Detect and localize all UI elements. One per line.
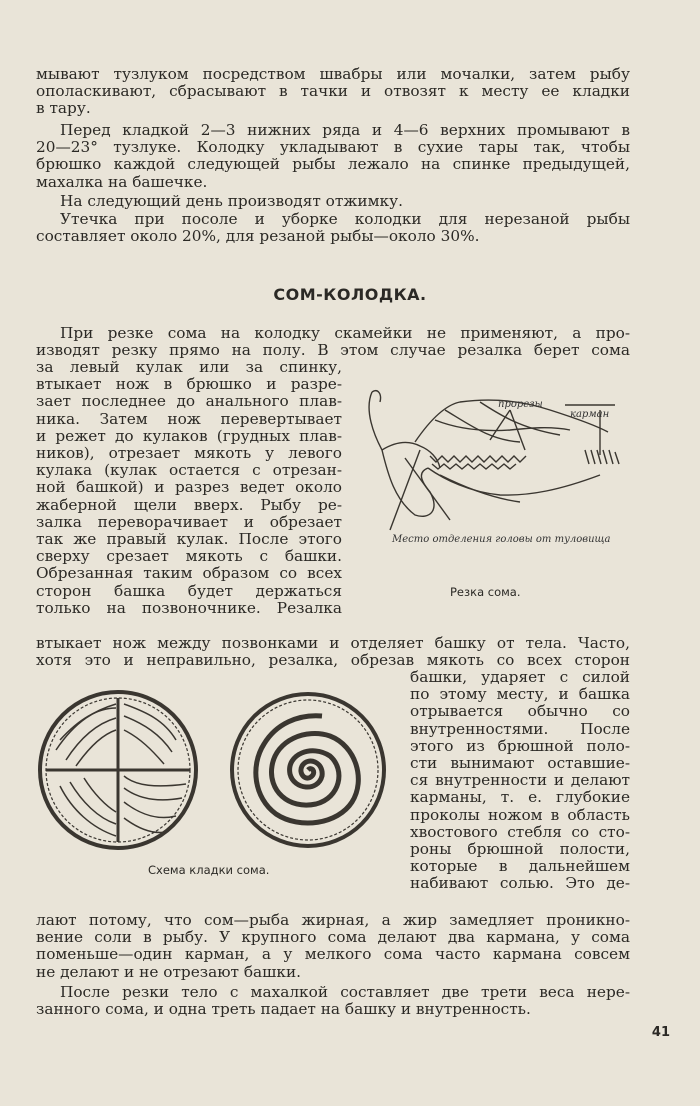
text-line: хотя это и неправильно, резалка, обрезав мякоть со всех сторон — [36, 651, 630, 670]
paragraph-3 — [60, 193, 630, 210]
text-line: Утечка при посоле и уборке колодки для нерезаной рыбы — [60, 210, 630, 228]
figure-label-head-separation: Место отделения головы от туловища — [392, 534, 611, 545]
text-line: 20—23° тузлуке. Колодку укладывают в сухие тары так, чтобы — [36, 138, 630, 157]
paragraph-5-narrow — [36, 359, 342, 617]
text-line: Обрезанная таким образом со всех — [36, 564, 342, 583]
text-line: изводят резку прямо на полу. В этом случае резалка берет сома — [36, 341, 630, 360]
text-line: набивают солью. Это де- — [410, 874, 630, 893]
text-line: жаберной щели вверх. Рыбу ре- — [36, 495, 342, 514]
text-line: роны брюшной полости, — [410, 840, 630, 859]
text-line: После резки тело с махалкой составляет две трети веса нере- — [60, 983, 630, 1001]
text-line: по этому месту, и башка — [410, 685, 630, 704]
text-line: мывают тузлуком посредством швабры или мочалки, затем рыбу — [36, 65, 630, 83]
figure1-caption: Резка сома. — [450, 585, 521, 599]
text-line: и режет до кулаков (грудных плав- — [36, 426, 342, 445]
text-line: которые в дальнейшем — [410, 857, 630, 876]
paragraph-5-right — [410, 669, 630, 893]
text-line: этого из брюшной поло- — [410, 736, 630, 755]
text-line: поменьше—один карман, а у мелкого сома часто кармана совсем — [36, 945, 630, 964]
paragraph-5-end — [36, 912, 630, 981]
text-line: только на позвоночнике. Резалка — [36, 598, 342, 617]
text-line: за левый кулак или за спинку, — [36, 358, 342, 376]
text-line: махалка на башечке. — [36, 172, 208, 191]
paragraph-2 — [36, 122, 630, 191]
text-line: не делают и не отрезают башки. — [36, 962, 302, 981]
text-line: составляет около 20%, для резаной рыбы—около 30%. — [36, 227, 480, 246]
text-line: брюшко каждой следующей рыбы лежало на спинке предыдущей, — [36, 155, 630, 174]
text-line: ников), отрезает мякоть у левого — [36, 444, 342, 463]
catfish-cutting-figure — [360, 380, 630, 550]
text-line: залка переворачивает и обрезает — [36, 512, 342, 531]
text-line: кулака (кулак остается с отрезан- — [36, 461, 342, 480]
text-line: втыкает нож между позвонками и отделяет башку от тела. Часто, — [36, 634, 630, 652]
page-number: 41 — [651, 1025, 670, 1040]
paragraph-6 — [36, 984, 630, 1018]
text-line: ополаскивают, сбрасывают в тачки и отвозят к месту ее кладки — [36, 82, 630, 101]
text-line: Перед кладкой 2—3 нижних ряда и 4—6 верхних промывают в — [60, 121, 630, 139]
figure-label-slits: прорезы — [498, 399, 543, 410]
figure-label-pocket: карман — [570, 409, 610, 420]
text-line: карманы, т. е. глубокие — [410, 788, 630, 807]
text-line: сторон башка будет держаться — [36, 581, 342, 600]
text-line: ной башкой) и разрез ведет около — [36, 478, 342, 497]
text-line: в тару. — [36, 99, 91, 118]
text-line: лают потому, что сом—рыба жирная, а жир замедляет проникно- — [36, 911, 630, 929]
text-line: так же правый кулак. После этого — [36, 530, 342, 549]
text-line: ника. Затем нож перевертывает — [36, 409, 342, 428]
packing-scheme-figure — [36, 690, 396, 860]
paragraph-5-middle — [36, 635, 630, 669]
paragraph-5-start — [36, 325, 630, 359]
figure2-caption: Схема кладки сома. — [148, 863, 270, 877]
text-line: отрывается обычно со — [410, 702, 630, 721]
text-line: При резке сома на колодку скамейки не применяют, а про- — [60, 324, 630, 342]
paragraph-4 — [36, 211, 630, 245]
text-line: башки, ударяет с силой — [410, 668, 630, 686]
text-line: зает последнее до анального плав- — [36, 392, 342, 411]
section-heading: СОМ-КОЛОДКА. — [273, 285, 427, 304]
text-line: ся внутренности и делают — [410, 771, 630, 790]
text-line: вение соли в рыбу. У крупного сома делают два кармана, у сома — [36, 928, 630, 947]
paragraph-top — [36, 66, 630, 118]
text-line: проколы ножом в область — [410, 805, 630, 824]
text-line: внутренностями. После — [410, 719, 630, 738]
text-line: сверху срезает мякоть с башки. — [36, 547, 342, 566]
text-line: втыкает нож в брюшко и разре- — [36, 375, 342, 394]
text-line: сти вынимают оставшие- — [410, 754, 630, 773]
text-line: На следующий день производят отжимку. — [60, 192, 403, 210]
text-line: хвостового стебля со сто- — [410, 822, 630, 841]
text-line: занного сома, и одна треть падает на башку и внутренность. — [36, 1000, 531, 1019]
